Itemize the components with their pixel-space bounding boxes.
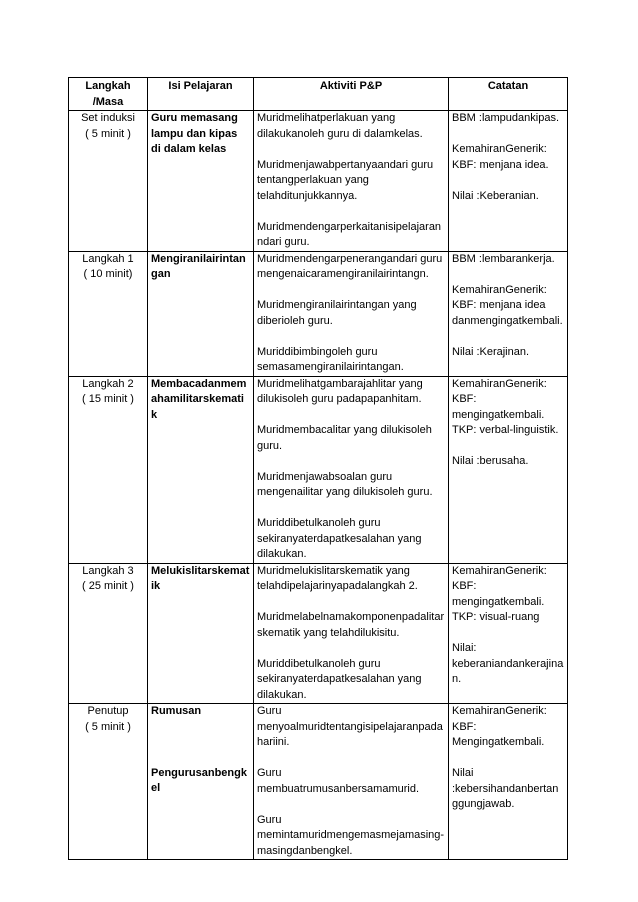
activity-cell: [254, 251, 449, 376]
note-item: Nilai: keberaniandankerajinan.: [452, 642, 564, 685]
note-item: Nilai :kebersihandanbertanggungjawab.: [452, 767, 559, 810]
content-text: Mengiranilairintangan: [151, 252, 246, 280]
note-item: KemahiranGenerik: KBF: mengingatkembali. TKP: verbal-linguistik.: [452, 377, 559, 436]
activity-item: Muriddibimbingoleh guru semasamengiranilairintangan.: [257, 345, 404, 373]
step-cell: [69, 111, 148, 252]
note-item: BBM :lembarankerja.: [452, 252, 555, 265]
step-name: Langkah 3: [82, 564, 134, 577]
notes-cell: [449, 376, 568, 563]
table-row: [69, 251, 568, 376]
activity-item: Muriddibetulkanoleh guru sekiranyaterdapatkesalahan yang dilakukan.: [257, 517, 422, 560]
note-item: Nilai :berusaha.: [452, 455, 529, 467]
spacer: [151, 720, 250, 766]
step-cell: [69, 704, 148, 860]
content-cell: [148, 376, 254, 563]
step-duration: ( 5 minit ): [85, 720, 131, 733]
table-row: [69, 111, 568, 252]
step-duration: ( 10 minit): [83, 268, 133, 280]
activity-item: Muridmendengarperkaitanisipelajaranndari guru.: [257, 220, 442, 248]
activity-cell: [254, 563, 449, 704]
content-text: Rumusan: [151, 705, 202, 717]
activity-item: Muriddibetulkanoleh guru sekiranyaterdapatkesalahan yang dilakukan.: [257, 657, 422, 701]
note-item: KemahiranGenerik: KBF: mengingatkembali. TKP: visual-ruang: [452, 564, 547, 623]
lesson-plan-table: [68, 77, 568, 860]
header-langkah: Langkah /Masa: [69, 78, 148, 111]
notes-cell: [449, 251, 568, 376]
activity-cell: [254, 111, 449, 252]
note-item: KemahiranGenerik: KBF: menjana idea.: [452, 143, 549, 171]
activity-item: Muridmelukislitarskematik yang telahdipelajarinyapadalangkah 2.: [257, 564, 418, 592]
step-cell: [69, 563, 148, 704]
step-duration: ( 15 minit ): [82, 393, 134, 405]
step-name: Set induksi: [81, 112, 135, 124]
note-item: Nilai :Kerajinan.: [452, 345, 530, 358]
activity-item: Muridmenjawabpertanyaandari guru tentangperlakuan yang telahditunjukkannya.: [257, 158, 434, 202]
activity-cell: [254, 376, 449, 563]
step-name: Langkah 2: [82, 377, 134, 390]
step-name: Penutup: [87, 705, 129, 717]
step-name: Langkah 1: [82, 252, 134, 265]
activity-item: Muridmendengarpenerangandari guru mengenaicaramengiranilairintangn.: [257, 252, 443, 280]
header-catatan: Catatan: [449, 78, 568, 111]
note-item: Nilai :Keberanian.: [452, 189, 539, 202]
activity-item: Muridmembacalitar yang dilukisoleh guru.: [257, 424, 432, 452]
step-duration: ( 25 minit ): [82, 580, 134, 592]
notes-cell: [449, 563, 568, 704]
content-cell: [148, 704, 254, 860]
content-text: Membacadanmemahamilitarskematik: [151, 377, 247, 421]
note-item: BBM :lampudankipas.: [452, 112, 559, 124]
notes-cell: [449, 704, 568, 860]
activity-item: Muridmelihatgambarajahlitar yang dilukisoleh guru padapapanhitam.: [257, 377, 423, 405]
activity-item: Guru menyoalmuridtentangisipelajaranpadahariini.: [257, 705, 443, 748]
content-cell: [148, 251, 254, 376]
header-isi-pelajaran: Isi Pelajaran: [148, 78, 254, 111]
note-item: KemahiranGenerik: KBF: menjana idea danmengingatkembali.: [452, 283, 563, 327]
content-text: Pengurusanbengkel: [151, 766, 247, 794]
header-aktiviti: Aktiviti P&P: [254, 78, 449, 111]
content-cell: [148, 563, 254, 704]
activity-item: Guru membuatrumusanbersamamurid.: [257, 767, 420, 795]
note-item: KemahiranGenerik: KBF: Mengingatkembali.: [452, 705, 547, 748]
content-text: Guru memasang lampu dan kipas di dalam kelas: [151, 112, 238, 155]
activity-item: Muridmelihatperlakuan yang dilakukanoleh guru di dalamkelas.: [257, 112, 423, 140]
activity-item: Muridmelabelnamakomponenpadalitarskematik yang telahdilukisitu.: [257, 611, 445, 639]
step-cell: [69, 251, 148, 376]
activity-item: Muridmenjawabsoalan guru mengenailitar yang dilukisoleh guru.: [257, 470, 433, 498]
content-cell: [148, 111, 254, 252]
step-duration: ( 5 minit ): [85, 127, 131, 140]
table-row: [69, 704, 568, 860]
content-text: Melukislitarskematik: [151, 564, 250, 592]
table-row: [69, 563, 568, 704]
notes-cell: [449, 111, 568, 252]
header-row: [69, 78, 568, 111]
activity-item: Muridmengiranilairintangan yang diberioleh guru.: [257, 299, 417, 327]
activity-cell: [254, 704, 449, 860]
step-cell: [69, 376, 148, 563]
table-row: [69, 376, 568, 563]
activity-item: Guru memintamuridmengemasmejamasing-masingdanbengkel.: [257, 813, 445, 857]
